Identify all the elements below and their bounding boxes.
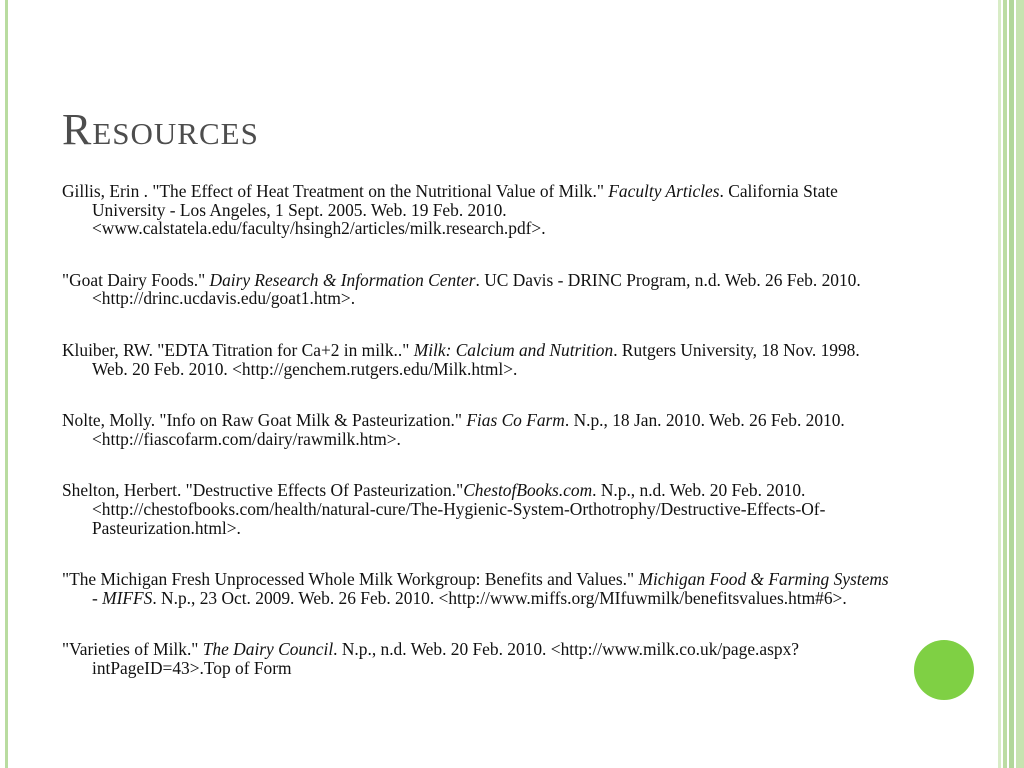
reference-item bbox=[62, 182, 892, 238]
reference-source: The Dairy Council bbox=[202, 639, 334, 660]
reference-item bbox=[62, 481, 892, 537]
reference-source: Michigan Food & Farming Systems - MIFFS bbox=[92, 569, 889, 608]
reference-item bbox=[62, 411, 892, 448]
right-border-stripes bbox=[974, 0, 1024, 768]
reference-text: "Varieties of Milk." bbox=[62, 639, 203, 660]
reference-source: Dairy Research & Information Center bbox=[209, 269, 476, 290]
reference-list bbox=[62, 182, 892, 711]
reference-source: ChestofBooks.com bbox=[463, 480, 593, 501]
reference-item bbox=[62, 570, 892, 607]
reference-text: Gillis, Erin . "The Effect of Heat Treatment on the Nutritional Value of Milk." bbox=[62, 181, 609, 201]
reference-item bbox=[62, 640, 892, 677]
slide-title: Resources bbox=[62, 105, 259, 154]
reference-text: . N.p., 23 Oct. 2009. Web. 26 Feb. 2010. <http://www.miffs.org/MIfuwmilk/benefitsvalues.htm#6>. bbox=[152, 587, 847, 608]
reference-text: . UC Davis - DRINC Program, n.d. Web. 26 Feb. 2010. <http://drinc.ucdavis.edu/goat1.htm>. bbox=[92, 269, 861, 309]
reference-text: "The Michigan Fresh Unprocessed Whole Milk Workgroup: Benefits and Values." bbox=[62, 569, 639, 590]
reference-text: Nolte, Molly. "Info on Raw Goat Milk & Pasteurization." bbox=[62, 410, 467, 431]
reference-text: Kluiber, RW. "EDTA Titration for Ca+2 in milk.." bbox=[62, 339, 414, 360]
reference-text: . N.p., n.d. Web. 20 Feb. 2010. <http://chestofbooks.com/health/natural-cure/The-Hygienic-System-Orthotrophy/Destructive-Effects-Of-Pasteurization.html>. bbox=[92, 480, 826, 538]
reference-text: . N.p., n.d. Web. 20 Feb. 2010. <http://www.milk.co.uk/page.aspx?intPageID=43>.Top of Form bbox=[92, 639, 799, 678]
reference-text: . Rutgers University, 18 Nov. 1998. Web. 20 Feb. 2010. <http://genchem.rutgers.edu/Milk.html>. bbox=[92, 339, 860, 379]
reference-item bbox=[62, 341, 892, 378]
reference-text: . N.p., 18 Jan. 2010. Web. 26 Feb. 2010. <http://fiascofarm.com/dairy/rawmilk.htm>. bbox=[92, 410, 845, 449]
reference-source: Faculty Articles bbox=[608, 181, 720, 201]
reference-text: "Goat Dairy Foods." bbox=[62, 269, 210, 290]
reference-text: . California State University - Los Angeles, 1 Sept. 2005. Web. 19 Feb. 2010. <www.calstatela.edu/faculty/hsingh2/articles/milk.research.pdf>. bbox=[92, 181, 838, 239]
left-border-stripe bbox=[0, 0, 12, 768]
decorative-green-circle bbox=[914, 640, 974, 700]
reference-source: Fias Co Farm bbox=[466, 410, 565, 431]
reference-text: Shelton, Herbert. "Destructive Effects Of Pasteurization." bbox=[62, 480, 464, 501]
reference-item bbox=[62, 271, 892, 308]
reference-source: Milk: Calcium and Nutrition bbox=[413, 339, 614, 360]
